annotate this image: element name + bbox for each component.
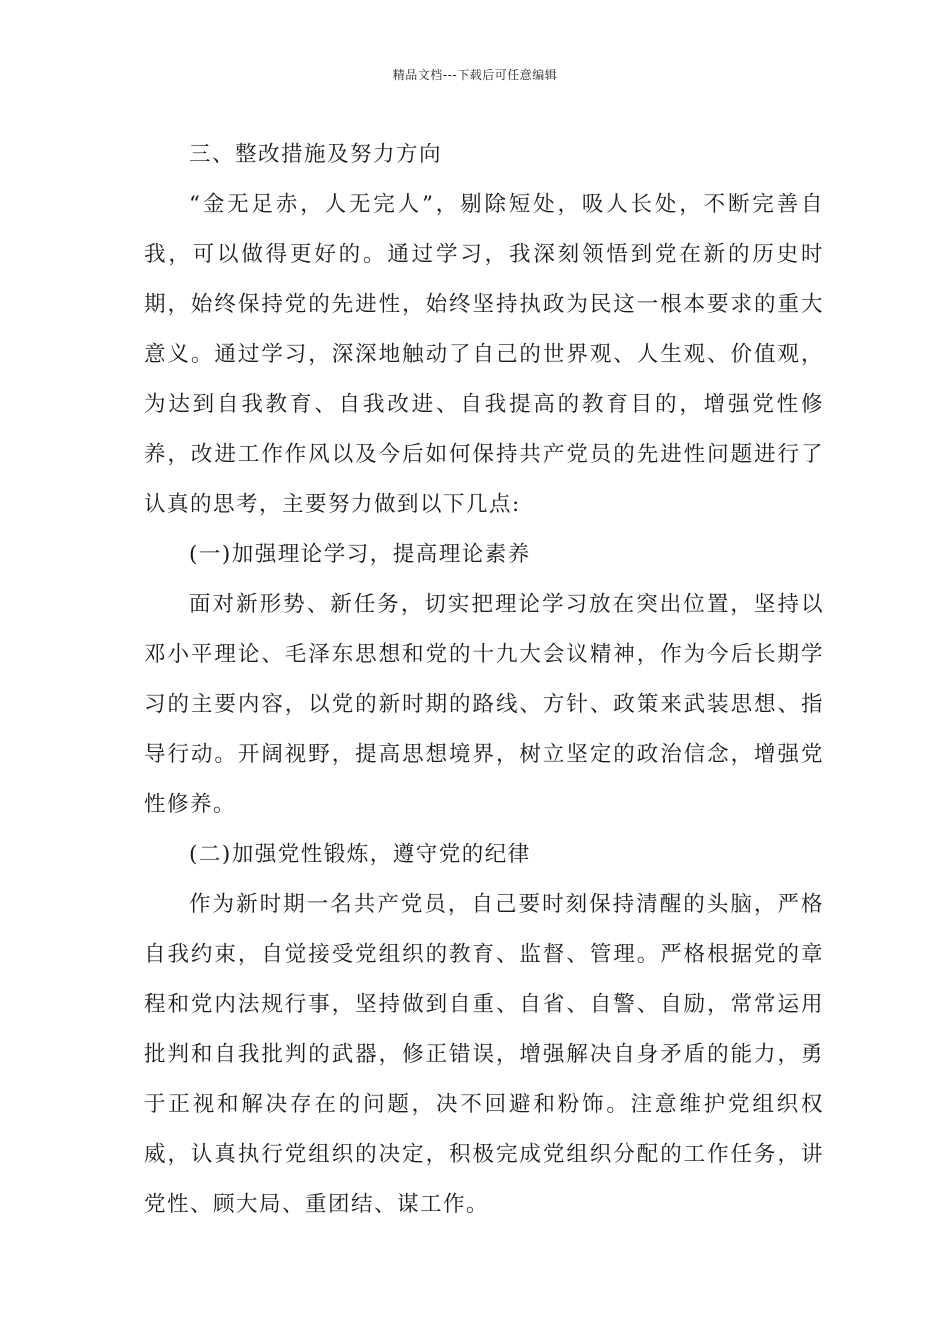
section-title: 三、整改措施及努力方向 (189, 142, 443, 167)
subsection-1-paragraph: 面对新形势、新任务，切实把理论学习放在突出位置，坚持以邓小平理论、毛泽东思想和党的十九大会议精神，作为今后长期学习的主要内容，以党的新时期的路线、方针、政策来武装思想、指导行动。开阔视野，提高思想境界，树立坚定的政治信念，增强党性修养。 (144, 592, 824, 817)
subsection-2-title: (二)加强党性锻炼，遵守党的纪律 (189, 842, 531, 867)
subsection-2-paragraph: 作为新时期一名共产党员，自己要时刻保持清醒的头脑，严格自我约束，自觉接受党组织的教育、监督、管理。严格根据党的章程和党内法规行事，坚持做到自重、自省、自警、自励，常常运用批判和自我批判的武器，修正错误，增强解决自身矛盾的能力，勇于正视和解决存在的问题，决不回避和粉饰。注意维护党组织权威，认真执行党组织的决定，积极完成党组织分配的工作任务，讲党性、顾大局、重团结、谋工作。 (144, 892, 824, 1217)
document-body (144, 130, 824, 1230)
intro-paragraph: “金无足赤，人无完人”，剔除短处，吸人长处，不断完善自我，可以做得更好的。通过学习，我深刻领悟到党在新的历史时期，始终保持党的先进性，始终坚持执政为民这一根本要求的重大意义。通过学习，深深地触动了自己的世界观、人生观、价值观，为达到自我教育、自我改进、自我提高的教育目的，增强党性修养，改进工作作风以及今后如何保持共产党员的先进性问题进行了认真的思考，主要努力做到以下几点: (144, 192, 824, 517)
page-header: 精品文档---下载后可任意编辑 (392, 68, 558, 82)
subsection-1-title: (一)加强理论学习，提高理论素养 (189, 542, 531, 567)
